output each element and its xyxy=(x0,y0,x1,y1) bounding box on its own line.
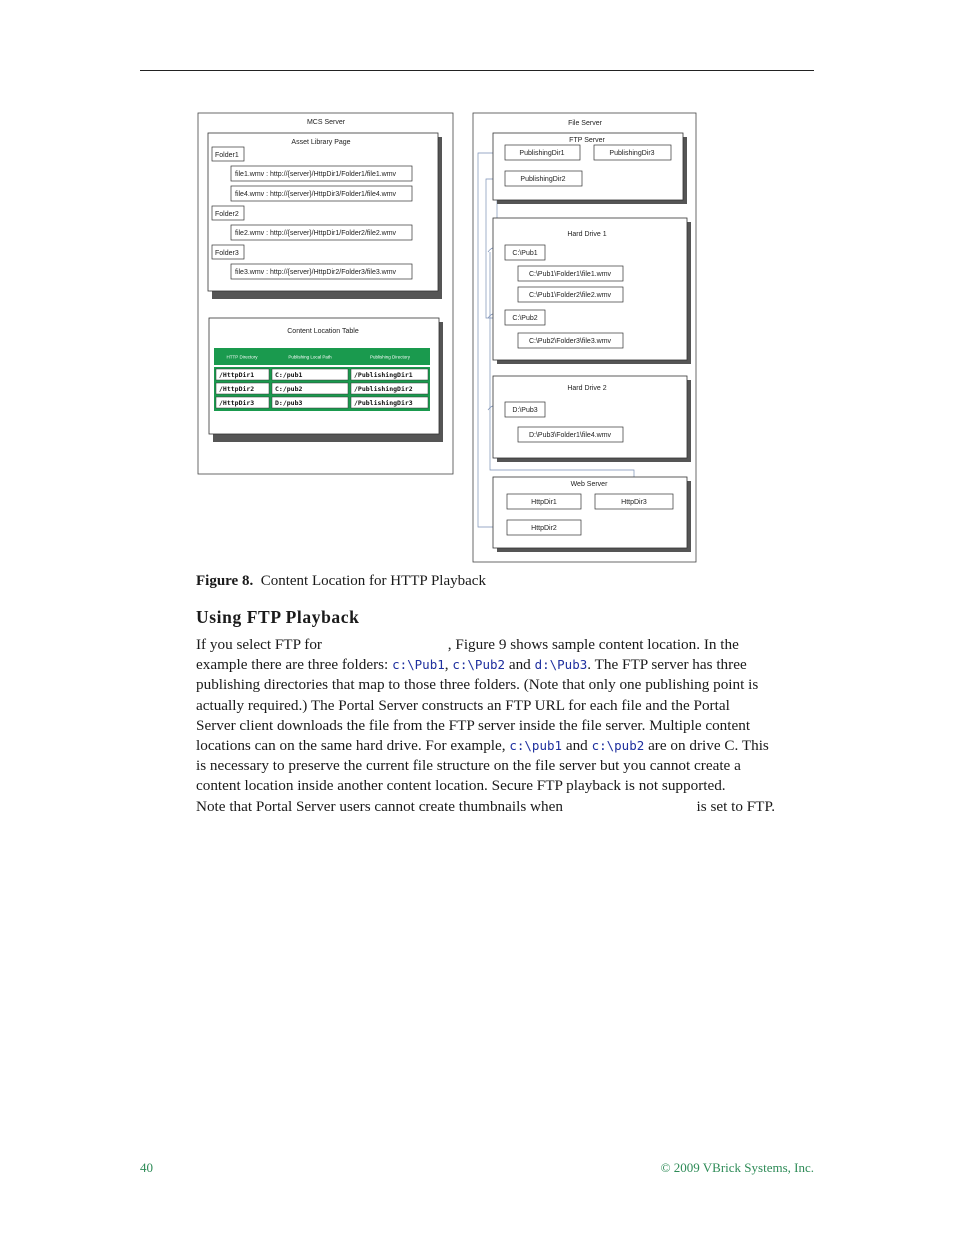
text-run: , Figure 9 shows sample content location. In the xyxy=(447,636,739,653)
pub-folder: C:\Pub1 xyxy=(512,250,538,257)
text-run: example there are three folders: xyxy=(196,656,393,674)
paragraph-line xyxy=(196,696,818,716)
figure-caption xyxy=(196,573,486,590)
page-number: 40 xyxy=(140,1160,153,1175)
text-run: , xyxy=(444,656,453,674)
table-cell: D:/pub3 xyxy=(275,399,303,407)
hard-drive-2-box xyxy=(493,376,691,462)
text-run: is necessary to preserve the current file structure on the file server but you cannot create a xyxy=(196,757,741,775)
file-entry: file3.wmv : http://{server}/HttpDir2/Folder3/file3.wmv xyxy=(235,269,397,276)
file-server-title: File Server xyxy=(568,120,602,127)
paragraph-line xyxy=(196,655,818,675)
http-dir: HttpDir3 xyxy=(621,499,647,506)
text-run: Server client downloads the file from the FTP server inside the file server. Multiple content xyxy=(196,716,751,734)
section-title: Using FTP Playback xyxy=(196,607,360,627)
table-header: Publishing Local Path xyxy=(288,354,332,360)
copyright: © 2009 VBrick Systems, Inc. xyxy=(660,1160,814,1175)
figure-label: Figure 8. xyxy=(196,573,254,589)
text-run: and xyxy=(505,656,535,674)
publishing-dir: PublishingDir1 xyxy=(519,150,565,157)
table-title: Content Location Table xyxy=(287,328,359,335)
pub-folder: D:\Pub3 xyxy=(512,407,538,414)
text-run: If you select FTP for xyxy=(196,636,326,653)
text-run: . The FTP server has three xyxy=(587,656,747,674)
text-run: content location inside another content location. Secure FTP playback is not supported. xyxy=(196,777,726,795)
paragraph-line xyxy=(196,716,818,736)
text-run: publishing directories that map to those three folders. (Note that only one publishing point is xyxy=(196,676,759,694)
text-run: are on drive C. This xyxy=(644,737,769,755)
hard-drive-2-title: Hard Drive 2 xyxy=(567,385,607,392)
table-cell: /PublishingDir1 xyxy=(354,371,413,379)
paragraph-line xyxy=(196,756,818,776)
file-entry: file1.wmv : http://{server}/HttpDir1/Folder1/file1.wmv xyxy=(235,171,397,178)
inline-code: c:\pub2 xyxy=(591,738,645,754)
web-server-box xyxy=(493,477,691,552)
table-cell: C:/pub1 xyxy=(275,371,303,379)
asset-library-title: Asset Library Page xyxy=(291,139,351,146)
figure-caption-text: Content Location for HTTP Playback xyxy=(260,573,486,589)
pub-file: C:\Pub2\Folder3\file3.wmv xyxy=(528,338,612,345)
hard-drive-1-box xyxy=(493,218,691,364)
web-server-title: Web Server xyxy=(570,481,608,488)
pub-file: C:\Pub1\Folder1\file1.wmv xyxy=(528,271,612,278)
table-header: Publishing Directory xyxy=(369,354,411,360)
hard-drive-1-title: Hard Drive 1 xyxy=(567,231,607,238)
ftp-server-title: FTP Server xyxy=(569,137,605,144)
body-paragraph xyxy=(196,635,818,817)
folder-label: Folder3 xyxy=(215,250,239,257)
publishing-dir: PublishingDir2 xyxy=(520,176,566,183)
table-cell: /HttpDir3 xyxy=(219,399,255,407)
inline-code: c:\pub1 xyxy=(509,738,563,754)
table-cell: /HttpDir1 xyxy=(219,371,255,379)
table-cell: C:/pub2 xyxy=(275,385,303,393)
paragraph-line xyxy=(196,776,818,796)
content-location-diagram xyxy=(0,0,954,570)
pub-folder: C:\Pub2 xyxy=(512,315,538,322)
file-server-panel xyxy=(473,113,696,562)
paragraph-line xyxy=(196,675,818,695)
publishing-dir: PublishingDir3 xyxy=(609,150,655,157)
table-cell: /PublishingDir2 xyxy=(354,385,413,393)
pub-file: D:\Pub3\Folder1\file4.wmv xyxy=(528,432,612,439)
http-dir: HttpDir1 xyxy=(531,499,557,506)
asset-library-page xyxy=(208,133,442,299)
http-dir: HttpDir2 xyxy=(531,525,557,532)
file-entry: file2.wmv : http://{server}/HttpDir1/Folder2/file2.wmv xyxy=(235,230,397,237)
folder-label: Folder2 xyxy=(215,211,239,218)
text-run: actually required.) The Portal Server constructs an FTP URL for each file and the Portal xyxy=(196,696,730,714)
mcs-server-panel xyxy=(198,113,453,474)
text-run: Note that Portal Server users cannot create thumbnails when xyxy=(196,797,567,815)
inline-code: c:\Pub1 xyxy=(392,657,445,673)
text-run: locations can on the same hard drive. For example, xyxy=(196,737,510,755)
inline-code: d:\Pub3 xyxy=(534,657,588,673)
table-header: HTTP Directory xyxy=(226,354,258,360)
inline-code: c:\Pub2 xyxy=(452,657,506,673)
folder-label: Folder1 xyxy=(215,152,239,159)
ftp-server-box xyxy=(493,133,687,204)
table-cell: /PublishingDir3 xyxy=(354,399,413,407)
pub-file: C:\Pub1\Folder2\file2.wmv xyxy=(528,292,612,299)
content-location-table xyxy=(209,318,443,442)
paragraph-line xyxy=(196,736,818,756)
mcs-server-title: MCS Server xyxy=(306,119,346,126)
text-run: and xyxy=(562,737,592,755)
paragraph-line xyxy=(196,797,818,817)
file-entry: file4.wmv : http://{server}/HttpDir3/Folder1/file4.wmv xyxy=(235,191,397,198)
paragraph-line xyxy=(196,635,818,655)
table-cell: /HttpDir2 xyxy=(219,385,255,393)
text-run: is set to FTP. xyxy=(692,797,776,815)
